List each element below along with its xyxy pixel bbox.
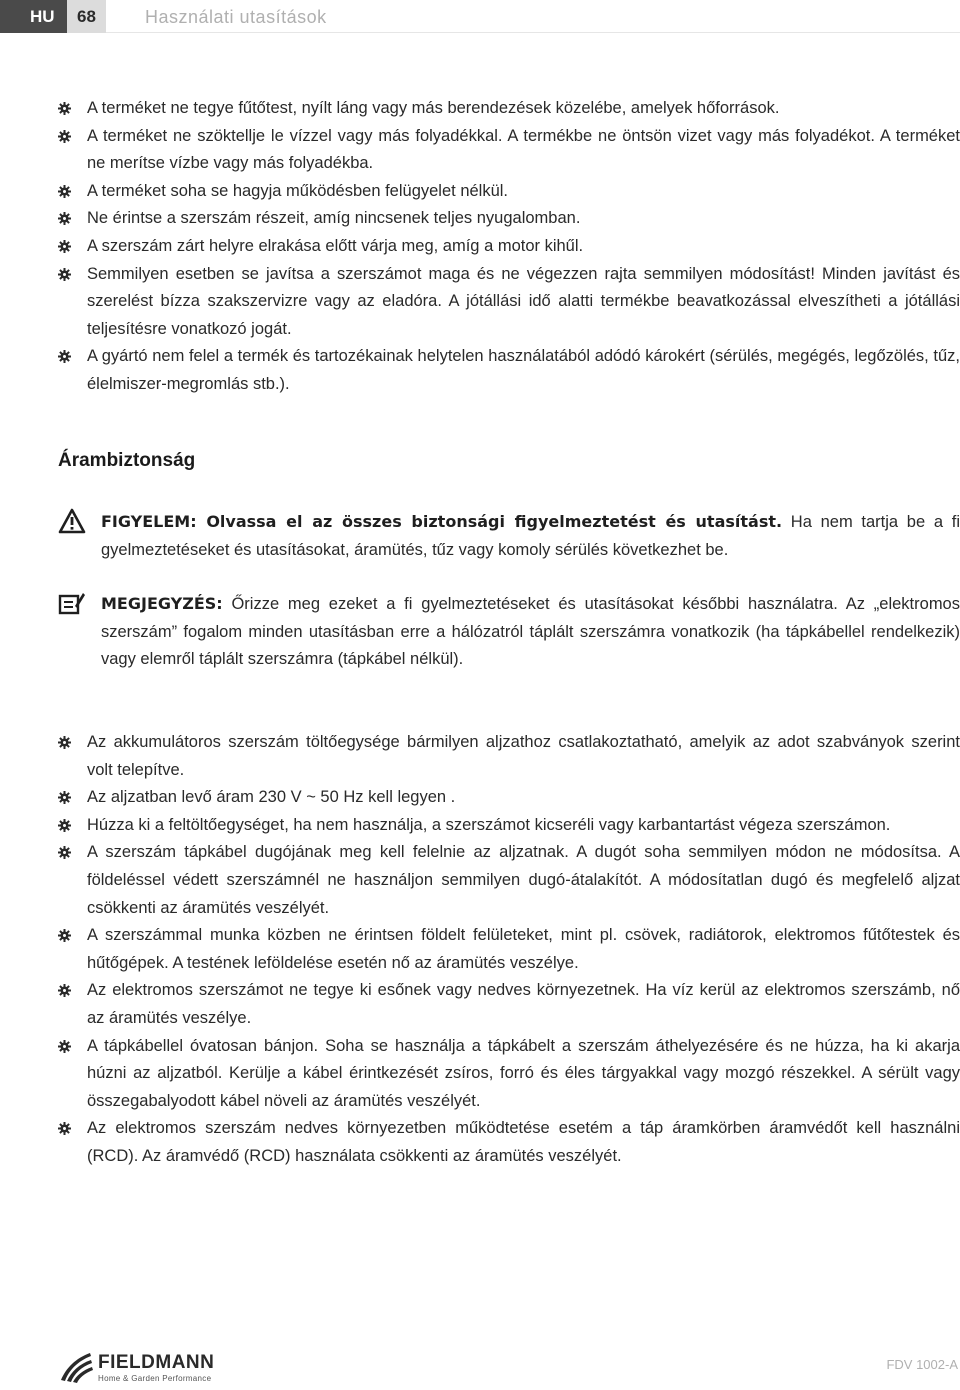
gear-bullet-icon	[58, 130, 71, 143]
gear-bullet-icon	[58, 736, 71, 749]
item-text: A szerszámmal munka közben ne érintsen földelt felületeket, mint pl. csövek, radiátorok, elektromos fűtőtestek és hűtőgépek. A testének leföldelése esetén nő az áramütés veszélye.	[87, 926, 960, 972]
item-text: Az elektromos szerszámot ne tegye ki esőnek vagy nedves környezetnek. Ha víz kerül az elektromos szerszámb, nő az áramütés veszélye.	[87, 981, 960, 1027]
item-text: Az akkumulátoros szerszám töltőegysége bármilyen aljzathoz csatlakoztatható, amelyik az adot szabványok szerint volt telepítve.	[87, 733, 960, 779]
gear-bullet-icon	[58, 819, 71, 832]
note-pencil-icon	[58, 590, 86, 616]
gear-bullet-icon	[58, 984, 71, 997]
item-text: Húzza ki a feltöltőegységet, ha nem használja, a szerszámot kicseréli vagy karbantartást végeza szerszámon.	[87, 815, 891, 834]
list-item	[58, 343, 960, 398]
fieldmann-swoosh-icon	[58, 1350, 94, 1384]
note-label: MEGJEGYZÉS:	[101, 594, 223, 613]
list-item	[58, 1115, 960, 1170]
note-text	[58, 590, 960, 674]
list-item	[58, 784, 960, 812]
gear-bullet-icon	[58, 102, 71, 115]
gear-bullet-icon	[58, 791, 71, 804]
warning-triangle-icon	[58, 508, 86, 534]
brand-logo	[58, 1350, 218, 1386]
safety-list-general	[58, 95, 960, 399]
warning-notice	[58, 508, 960, 564]
gear-bullet-icon	[58, 929, 71, 942]
header-title: Használati utasítások	[145, 7, 327, 27]
gear-bullet-icon	[58, 212, 71, 225]
header-divider	[106, 32, 960, 33]
warning-label: FIGYELEM: Olvassa el az összes biztonsági figyelmeztetést és utasítást.	[101, 512, 783, 531]
item-text: A szerszám zárt helyre elrakása előtt várja meg, amíg a motor kihűl.	[87, 236, 584, 255]
list-item	[58, 178, 960, 206]
list-item	[58, 922, 960, 977]
page-number: 68	[67, 0, 106, 33]
list-item	[58, 977, 960, 1032]
page-header	[0, 0, 960, 37]
gear-bullet-icon	[58, 1040, 71, 1053]
note-notice	[58, 590, 960, 674]
gear-bullet-icon	[58, 185, 71, 198]
gear-bullet-icon	[58, 1122, 71, 1135]
item-text: Az elektromos szerszám nedves környezetben működtetése esetém a táp áramkörben áramvédőt kell használni (RCD). Az áramvédő (RCD) használata csökkenti az áramütés veszélyét.	[87, 1119, 960, 1165]
item-text: Az aljzatban levő áram 230 V ~ 50 Hz kell legyen .	[87, 788, 456, 807]
item-text: Ne érintse a szerszám részeit, amíg nincsenek teljes nyugalomban.	[87, 209, 581, 228]
list-item	[58, 205, 960, 233]
model-number: FDV 1002-A	[886, 1357, 958, 1372]
item-text: A terméket soha se hagyja működésben felügyelet nélkül.	[87, 181, 509, 200]
list-item	[58, 123, 960, 178]
warning-text	[58, 508, 960, 564]
language-badge: HU	[0, 0, 67, 33]
gear-bullet-icon	[58, 268, 71, 281]
brand-name: FIELDMANN	[98, 1352, 215, 1373]
section-title: Árambiztonság	[58, 450, 196, 471]
item-text: A terméket ne szöktellje le vízzel vagy más folyadékkal. A termékbe ne öntsön vizet vagy más folyadékot. A terméket ne merítse vízbe vagy más folyadékba.	[87, 126, 960, 173]
safety-list-electrical	[58, 729, 960, 1171]
list-item	[58, 729, 960, 784]
note-body: Őrizze meg ezeket a fi gyelmeztetéseket és utasításokat későbbi használatra. Az „elektromos szerszám” fogalom minden utasításban erre a hálózatról táplált szerszámra vonatkozik (ha tápkábellel rendelkezik) vagy elemről táplált szerszámra (tápkábel nélkül).	[101, 595, 960, 669]
brand-tagline: Home & Garden Performance	[98, 1374, 212, 1383]
item-text: A szerszám tápkábel dugójának meg kell felelnie az aljzatnak. A dugót soha semmilyen módon ne módosítsa. A földeléssel védett szerszámnél ne használjon semmilyen dugó-átalakítót. A módosítatlan dugó és megfelelő aljzat csökkenti az áramütés veszélyét.	[87, 843, 960, 917]
list-item	[58, 261, 960, 344]
item-text: Semmilyen esetben se javítsa a szerszámot maga és ne végezzen rajta semmilyen módosítást! Minden javítást és szerelést bízza szakszervizre vagy az eladóra. A jótállási idő alatti termékbe beavatkozással elveszítheti a jótállási teljesítésre vonatkozó jogát.	[87, 264, 960, 338]
item-text: A tápkábellel óvatosan bánjon. Soha se használja a tápkábelt a szerszám áthelyezésére és ne húzza, ha ki akarja húzni az aljzatból. Kerülje a kábel érintkezését zsíros, forró és éles tárgyakkal vagy mozgó részekkel. A sérült vagy összegabalyodott kábel növeli az áramütés veszélyét.	[87, 1036, 960, 1110]
list-item	[58, 95, 960, 123]
warning-body: Ha nem tartja be a fi gyelmeztetéseket és utasításokat, áramütés, tűz vagy komoly sérülés következhet be.	[101, 513, 960, 559]
item-text: A gyártó nem felel a termék és tartozékainak helytelen használatából adódó károkért (sérülés, megégés, legőzölés, tűz, élelmiszer-megromlás stb.).	[87, 347, 960, 393]
list-item	[58, 1033, 960, 1116]
item-text: A terméket ne tegye fűtőtest, nyílt láng vagy más berendezések közelébe, amelyek hőforrások.	[87, 99, 780, 117]
list-item	[58, 233, 960, 261]
list-item	[58, 839, 960, 922]
gear-bullet-icon	[58, 846, 71, 859]
gear-bullet-icon	[58, 240, 71, 253]
gear-bullet-icon	[58, 350, 71, 363]
list-item	[58, 812, 960, 840]
